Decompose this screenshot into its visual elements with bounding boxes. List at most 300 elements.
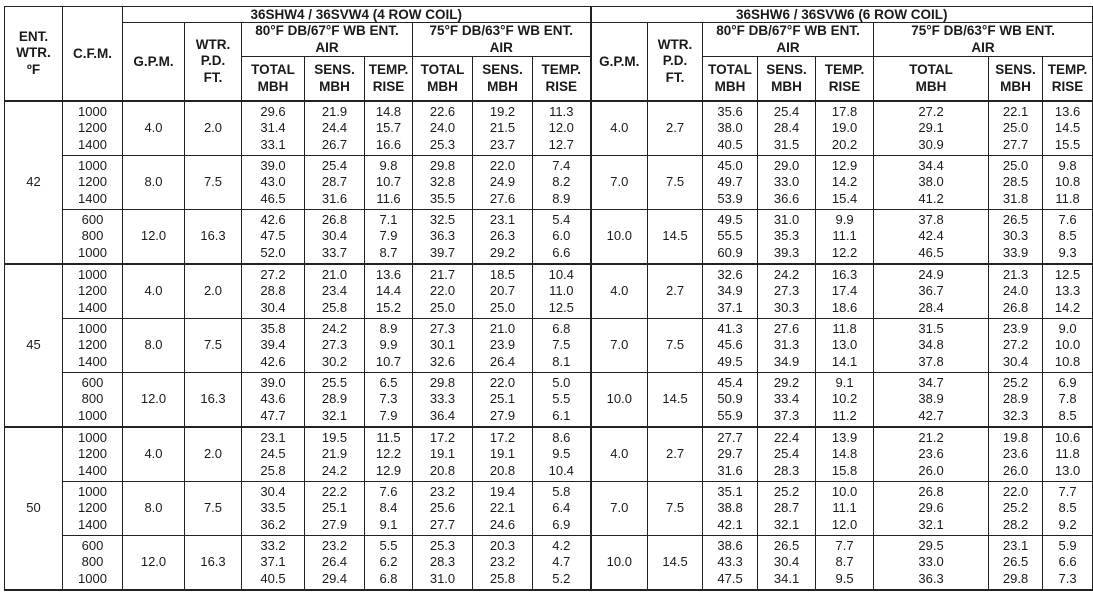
c6-t75-cell-value: 29.5 33.0 36.3 — [918, 537, 944, 586]
c4-gpm-cell — [123, 373, 185, 428]
c6-t80-cell — [703, 427, 758, 482]
c6-gpm-cell-value: 7.0 — [610, 174, 629, 190]
c6-t75-cell — [874, 536, 989, 591]
c6-wtr-pd-cell-value: 7.5 — [666, 500, 685, 516]
c6-s75-cell — [989, 482, 1043, 536]
c6-t80-cell — [703, 536, 758, 591]
c4-r80-cell-value: 13.6 14.4 15.2 — [375, 266, 402, 315]
c6-wtr-pd-cell-value: 7.5 — [666, 174, 685, 190]
c4-s80-cell-value: 24.2 27.3 30.2 — [321, 320, 348, 369]
c6-s80-cell — [758, 319, 816, 373]
c4-gpm-cell-value: 4.0 — [144, 283, 163, 299]
c4-wtr-pd-cell-value: 2.0 — [203, 120, 223, 136]
header-total-mbh: TOTAL MBH — [874, 57, 989, 102]
c6-s80-cell-value: 22.4 25.4 28.3 — [773, 429, 800, 478]
c6-t75-cell — [874, 427, 989, 482]
ent-water-temp-cell-value: 45 — [26, 337, 41, 353]
c6-t75-cell — [874, 264, 989, 319]
c4-wtr-pd-cell — [185, 427, 242, 482]
coil-4-row-title: 36SHW4 / 36SVW4 (4 ROW COIL) — [123, 7, 591, 23]
header-75f-condition-4row: 75°F DB/63°F WB ENT. AIR — [413, 23, 591, 57]
c4-gpm-cell-value: 12.0 — [140, 228, 167, 244]
c4-t75-cell-value: 21.7 22.0 25.0 — [429, 266, 456, 315]
header-cfm: C.F.M. — [63, 7, 123, 102]
table-header — [5, 7, 1093, 102]
cfm-cell-value: 1000 1200 1400 — [78, 320, 107, 369]
cfm-cell-value: 600 800 1000 — [78, 374, 107, 423]
c4-t75-cell — [413, 156, 473, 210]
c6-wtr-pd-cell-value: 7.5 — [666, 337, 685, 353]
c6-s80-cell-value: 27.6 31.3 34.9 — [773, 320, 800, 369]
c6-gpm-cell-value: 10.0 — [606, 228, 632, 244]
table-row — [5, 156, 1093, 210]
c4-s80-cell-value: 22.2 25.1 27.9 — [321, 483, 348, 532]
c4-s80-cell — [305, 101, 365, 156]
c6-s80-cell — [758, 373, 816, 428]
table-row — [5, 536, 1093, 591]
header-80f-condition-6row: 80°F DB/67°F WB ENT. AIR — [703, 23, 874, 57]
c4-t75-cell-value: 27.3 30.1 32.6 — [429, 320, 456, 369]
c6-t80-cell-value: 49.5 55.5 60.9 — [717, 211, 743, 260]
c6-s75-cell-value: 25.2 28.9 32.3 — [1002, 374, 1029, 423]
c6-t80-cell — [703, 210, 758, 265]
c6-r80-cell-value: 11.8 13.0 14.1 — [831, 320, 858, 369]
c6-t80-cell-value: 35.1 38.8 42.1 — [717, 483, 743, 532]
c4-gpm-cell — [123, 264, 185, 319]
ent-water-temp-cell — [5, 427, 63, 590]
c4-gpm-cell-value: 8.0 — [144, 174, 163, 190]
c4-t80-cell — [242, 156, 305, 210]
c4-gpm-cell — [123, 319, 185, 373]
c6-s80-cell-value: 25.4 28.4 31.5 — [773, 103, 800, 152]
c4-wtr-pd-cell-value: 16.3 — [200, 228, 226, 244]
c4-t75-cell-value: 29.8 33.3 36.4 — [429, 374, 456, 423]
c6-wtr-pd-cell-value: 2.7 — [666, 283, 685, 299]
c4-r80-cell-value: 8.9 9.9 10.7 — [375, 320, 402, 369]
c6-r75-cell-value: 5.9 6.6 7.3 — [1058, 537, 1077, 586]
c6-gpm-cell — [591, 536, 648, 591]
c6-r75-cell — [1043, 156, 1093, 210]
c4-t80-cell — [242, 536, 305, 591]
table-row — [5, 373, 1093, 428]
c6-s75-cell — [989, 319, 1043, 373]
c4-wtr-pd-cell-value: 16.3 — [200, 391, 226, 407]
c4-r80-cell-value: 9.8 10.7 11.6 — [375, 157, 402, 206]
c4-s75-cell — [473, 373, 533, 428]
c6-r75-cell — [1043, 536, 1093, 591]
c4-r75-cell — [533, 156, 591, 210]
c4-s75-cell — [473, 210, 533, 265]
header-total-mbh: TOTAL MBH — [242, 57, 305, 102]
c6-t80-cell-value: 35.6 38.0 40.5 — [717, 103, 743, 152]
c6-s80-cell-value: 31.0 35.3 39.3 — [773, 211, 800, 260]
c4-s75-cell — [473, 319, 533, 373]
header-temp-rise: TEMP. RISE — [365, 57, 413, 102]
c4-wtr-pd-cell-value: 16.3 — [200, 554, 226, 570]
c4-r75-cell — [533, 264, 591, 319]
c4-s80-cell — [305, 210, 365, 265]
c6-s80-cell — [758, 427, 816, 482]
c4-t80-cell — [242, 373, 305, 428]
c6-r80-cell-value: 12.9 14.2 15.4 — [831, 157, 858, 206]
header-total-mbh: TOTAL MBH — [413, 57, 473, 102]
header-sens-mbh: SENS. MBH — [758, 57, 816, 102]
c4-s75-cell-value: 23.1 26.3 29.2 — [489, 211, 516, 260]
header-80f-condition-4row: 80°F DB/67°F WB ENT. AIR — [242, 23, 413, 57]
c4-r80-cell — [365, 482, 413, 536]
c4-t80-cell — [242, 264, 305, 319]
c4-s80-cell-value: 21.9 24.4 26.7 — [321, 103, 348, 152]
c6-r80-cell — [816, 482, 874, 536]
c4-t80-cell-value: 33.2 37.1 40.5 — [260, 537, 286, 586]
c6-s75-cell — [989, 536, 1043, 591]
c4-t75-cell-value: 29.8 32.8 35.5 — [429, 157, 456, 206]
c6-s80-cell-value: 29.0 33.0 36.6 — [773, 157, 800, 206]
c6-s75-cell-value: 22.0 25.2 28.2 — [1002, 483, 1029, 532]
c6-r80-cell-value: 10.0 11.1 12.0 — [831, 483, 858, 532]
c4-t75-cell — [413, 373, 473, 428]
c4-r80-cell — [365, 373, 413, 428]
header-wtr-pd-4row: WTR. P.D. FT. — [185, 23, 242, 102]
c4-r75-cell — [533, 482, 591, 536]
c4-t80-cell — [242, 319, 305, 373]
c4-s80-cell-value: 26.8 30.4 33.7 — [321, 211, 348, 260]
c4-r80-cell — [365, 319, 413, 373]
c6-s75-cell-value: 25.0 28.5 31.8 — [1002, 157, 1029, 206]
c4-r80-cell — [365, 101, 413, 156]
cfm-cell — [63, 427, 123, 482]
c4-t75-cell — [413, 536, 473, 591]
c4-s80-cell-value: 25.5 28.9 32.1 — [321, 374, 348, 423]
c6-r75-cell-value: 12.5 13.3 14.2 — [1054, 266, 1081, 315]
header-gpm-4row: G.P.M. — [123, 23, 185, 102]
c6-wtr-pd-cell-value: 14.5 — [662, 391, 688, 407]
c4-r75-cell-value: 5.0 5.5 6.1 — [552, 374, 571, 423]
c6-wtr-pd-cell — [648, 264, 703, 319]
c6-wtr-pd-cell — [648, 101, 703, 156]
c6-t75-cell-value: 34.4 38.0 41.2 — [918, 157, 944, 206]
c4-t80-cell-value: 23.1 24.5 25.8 — [260, 429, 286, 478]
c4-t80-cell — [242, 101, 305, 156]
c4-wtr-pd-cell — [185, 373, 242, 428]
c4-t80-cell-value: 35.8 39.4 42.6 — [260, 320, 286, 369]
c6-r80-cell — [816, 210, 874, 265]
c4-s75-cell — [473, 156, 533, 210]
c6-r80-cell-value: 7.7 8.7 9.5 — [835, 537, 854, 586]
c4-wtr-pd-cell-value: 2.0 — [203, 283, 223, 299]
c4-gpm-cell-value: 8.0 — [144, 337, 163, 353]
cfm-cell-value: 600 800 1000 — [78, 211, 107, 260]
c6-s75-cell-value: 21.3 24.0 26.8 — [1002, 266, 1029, 315]
c6-t80-cell — [703, 264, 758, 319]
ent-water-temp-cell-value: 42 — [26, 174, 41, 190]
ent-water-temp-cell — [5, 264, 63, 427]
c4-wtr-pd-cell — [185, 210, 242, 265]
cfm-cell — [63, 101, 123, 156]
c6-t75-cell — [874, 156, 989, 210]
c6-r80-cell — [816, 373, 874, 428]
c6-r75-cell-value: 6.9 7.8 8.5 — [1058, 374, 1077, 423]
c6-s80-cell — [758, 482, 816, 536]
c6-t75-cell-value: 37.8 42.4 46.5 — [918, 211, 944, 260]
c4-s80-cell — [305, 427, 365, 482]
table-body — [5, 101, 1093, 590]
c4-s75-cell-value: 22.0 25.1 27.9 — [489, 374, 516, 423]
c6-s75-cell — [989, 210, 1043, 265]
c6-t80-cell-value: 45.0 49.7 53.9 — [717, 157, 743, 206]
c6-wtr-pd-cell-value: 2.7 — [666, 446, 685, 462]
c4-r75-cell-value: 5.4 6.0 6.6 — [552, 211, 571, 260]
header-temp-rise: TEMP. RISE — [1043, 57, 1093, 102]
c6-r75-cell — [1043, 264, 1093, 319]
c4-s80-cell — [305, 373, 365, 428]
c6-s80-cell-value: 24.2 27.3 30.3 — [773, 266, 800, 315]
c6-wtr-pd-cell — [648, 536, 703, 591]
table-row — [5, 101, 1093, 156]
c6-s75-cell-value: 22.1 25.0 27.7 — [1002, 103, 1029, 152]
c6-r80-cell — [816, 319, 874, 373]
c6-s80-cell — [758, 101, 816, 156]
c6-s80-cell-value: 26.5 30.4 34.1 — [773, 537, 800, 586]
c6-s75-cell-value: 26.5 30.3 33.9 — [1002, 211, 1029, 260]
c6-s75-cell — [989, 264, 1043, 319]
cfm-cell — [63, 482, 123, 536]
c4-t75-cell-value: 22.6 24.0 25.3 — [429, 103, 456, 152]
c6-wtr-pd-cell-value: 14.5 — [662, 554, 688, 570]
c6-s80-cell — [758, 210, 816, 265]
c4-gpm-cell-value: 4.0 — [144, 446, 163, 462]
c4-wtr-pd-cell — [185, 264, 242, 319]
c4-wtr-pd-cell — [185, 156, 242, 210]
header-temp-rise: TEMP. RISE — [816, 57, 874, 102]
c6-r75-cell — [1043, 482, 1093, 536]
c6-s75-cell-value: 19.8 23.6 26.0 — [1002, 429, 1029, 478]
c6-t75-cell-value: 21.2 23.6 26.0 — [918, 429, 944, 478]
c4-t80-cell — [242, 427, 305, 482]
c4-s75-cell-value: 19.2 21.5 23.7 — [489, 103, 516, 152]
c6-t75-cell — [874, 319, 989, 373]
c4-s75-cell-value: 19.4 22.1 24.6 — [489, 483, 516, 532]
c6-t80-cell — [703, 373, 758, 428]
c4-t75-cell — [413, 264, 473, 319]
cfm-cell-value: 1000 1200 1400 — [78, 429, 107, 478]
c4-s75-cell-value: 22.0 24.9 27.6 — [489, 157, 516, 206]
c6-s75-cell — [989, 101, 1043, 156]
cfm-cell-value: 1000 1200 1400 — [78, 157, 107, 206]
c4-s75-cell — [473, 536, 533, 591]
c6-t80-cell — [703, 101, 758, 156]
c6-t75-cell — [874, 210, 989, 265]
c6-wtr-pd-cell — [648, 156, 703, 210]
c6-gpm-cell — [591, 373, 648, 428]
c4-r80-cell-value: 14.8 15.7 16.6 — [375, 103, 402, 152]
c4-r80-cell — [365, 210, 413, 265]
table-row — [5, 482, 1093, 536]
ent-water-temp-cell — [5, 101, 63, 264]
cfm-cell-value: 600 800 1000 — [78, 537, 107, 586]
header-75f-condition-6row: 75°F DB/63°F WB ENT. AIR — [874, 23, 1093, 57]
c4-r75-cell-value: 10.4 11.0 12.5 — [548, 266, 574, 315]
ent-water-temp-cell-value: 50 — [26, 500, 41, 516]
c6-gpm-cell-value: 7.0 — [610, 500, 629, 516]
c6-s80-cell-value: 29.2 33.4 37.3 — [773, 374, 800, 423]
cfm-cell — [63, 373, 123, 428]
header-sens-mbh: SENS. MBH — [473, 57, 533, 102]
c6-r80-cell-value: 16.3 17.4 18.6 — [831, 266, 858, 315]
header-sens-mbh: SENS. MBH — [989, 57, 1043, 102]
c4-gpm-cell — [123, 536, 185, 591]
c6-wtr-pd-cell — [648, 427, 703, 482]
c4-t75-cell — [413, 427, 473, 482]
header-gpm-6row: G.P.M. — [591, 23, 648, 102]
c4-t80-cell — [242, 210, 305, 265]
c4-gpm-cell-value: 12.0 — [140, 391, 167, 407]
c4-t80-cell-value: 27.2 28.8 30.4 — [260, 266, 286, 315]
c4-r75-cell — [533, 319, 591, 373]
c6-t75-cell-value: 31.5 34.8 37.8 — [918, 320, 944, 369]
c6-r75-cell-value: 9.0 10.0 10.8 — [1054, 320, 1081, 369]
c4-t75-cell-value: 32.5 36.3 39.7 — [429, 211, 456, 260]
c6-s80-cell-value: 25.2 28.7 32.1 — [773, 483, 800, 532]
c4-wtr-pd-cell-value: 7.5 — [203, 337, 223, 353]
c6-t80-cell-value: 27.7 29.7 31.6 — [717, 429, 743, 478]
cfm-cell-value: 1000 1200 1400 — [78, 266, 107, 315]
c4-r80-cell — [365, 264, 413, 319]
c6-s75-cell — [989, 427, 1043, 482]
c6-gpm-cell — [591, 319, 648, 373]
c6-gpm-cell — [591, 210, 648, 265]
c6-r75-cell-value: 10.6 11.8 13.0 — [1054, 429, 1081, 478]
c4-gpm-cell-value: 4.0 — [144, 120, 163, 136]
c6-r75-cell — [1043, 427, 1093, 482]
c6-gpm-cell-value: 10.0 — [606, 554, 632, 570]
c6-wtr-pd-cell-value: 2.7 — [666, 120, 685, 136]
c4-gpm-cell — [123, 427, 185, 482]
c4-gpm-cell — [123, 156, 185, 210]
c4-s75-cell-value: 18.5 20.7 25.0 — [489, 266, 516, 315]
c4-wtr-pd-cell-value: 2.0 — [203, 446, 223, 462]
c6-wtr-pd-cell — [648, 373, 703, 428]
c6-gpm-cell-value: 10.0 — [606, 391, 632, 407]
c6-r80-cell — [816, 536, 874, 591]
c6-t80-cell — [703, 319, 758, 373]
c6-t80-cell-value: 41.3 45.6 49.5 — [717, 320, 743, 369]
c4-s80-cell — [305, 319, 365, 373]
c6-r75-cell — [1043, 210, 1093, 265]
c4-wtr-pd-cell-value: 7.5 — [203, 500, 223, 516]
c6-t75-cell — [874, 101, 989, 156]
c4-s80-cell-value: 19.5 21.9 24.2 — [321, 429, 348, 478]
c6-r75-cell — [1043, 101, 1093, 156]
c6-r75-cell-value: 7.7 8.5 9.2 — [1058, 483, 1077, 532]
c4-s80-cell-value: 23.2 26.4 29.4 — [321, 537, 348, 586]
c4-t80-cell-value: 39.0 43.0 46.5 — [260, 157, 286, 206]
c6-s75-cell — [989, 373, 1043, 428]
c4-gpm-cell — [123, 101, 185, 156]
c6-r75-cell-value: 13.6 14.5 15.5 — [1054, 103, 1081, 152]
c6-r75-cell — [1043, 373, 1093, 428]
c6-t75-cell — [874, 482, 989, 536]
c6-t80-cell-value: 45.4 50.9 55.9 — [717, 374, 743, 423]
c6-gpm-cell-value: 4.0 — [610, 446, 629, 462]
c6-t75-cell-value: 26.8 29.6 32.1 — [918, 483, 944, 532]
c4-s80-cell — [305, 482, 365, 536]
c4-t80-cell-value: 29.6 31.4 33.1 — [260, 103, 286, 152]
c4-s75-cell — [473, 101, 533, 156]
cfm-cell — [63, 536, 123, 591]
c4-r75-cell-value: 6.8 7.5 8.1 — [552, 320, 571, 369]
c4-s80-cell-value: 25.4 28.7 31.6 — [321, 157, 348, 206]
cfm-cell — [63, 319, 123, 373]
c6-gpm-cell — [591, 101, 648, 156]
c4-wtr-pd-cell — [185, 101, 242, 156]
c4-t80-cell-value: 30.4 33.5 36.2 — [260, 483, 286, 532]
c4-s75-cell-value: 20.3 23.2 25.8 — [489, 537, 516, 586]
c6-r80-cell-value: 17.8 19.0 20.2 — [831, 103, 858, 152]
c4-wtr-pd-cell — [185, 536, 242, 591]
c6-t80-cell-value: 38.6 43.3 47.5 — [717, 537, 743, 586]
c6-gpm-cell — [591, 156, 648, 210]
c6-wtr-pd-cell — [648, 210, 703, 265]
c6-t75-cell — [874, 373, 989, 428]
c4-t75-cell-value: 25.3 28.3 31.0 — [429, 537, 456, 586]
c4-gpm-cell — [123, 482, 185, 536]
c4-r75-cell-value: 11.3 12.0 12.7 — [548, 103, 574, 152]
cfm-cell — [63, 156, 123, 210]
c6-t80-cell — [703, 156, 758, 210]
c4-r80-cell-value: 5.5 6.2 6.8 — [379, 537, 398, 586]
c6-s80-cell — [758, 264, 816, 319]
c4-r80-cell-value: 11.5 12.2 12.9 — [375, 429, 402, 478]
c4-t75-cell — [413, 482, 473, 536]
c6-r80-cell-value: 9.1 10.2 11.2 — [831, 374, 858, 423]
performance-table-sheet — [4, 6, 1088, 596]
table-row — [5, 427, 1093, 482]
c6-wtr-pd-cell — [648, 482, 703, 536]
c6-r80-cell — [816, 264, 874, 319]
c4-gpm-cell-value: 8.0 — [144, 500, 163, 516]
c4-s80-cell — [305, 264, 365, 319]
table-row — [5, 264, 1093, 319]
c6-t75-cell-value: 27.2 29.1 30.9 — [918, 103, 944, 152]
coil-6-row-title: 36SHW6 / 36SVW6 (6 ROW COIL) — [591, 7, 1093, 23]
c4-t75-cell-value: 23.2 25.6 27.7 — [429, 483, 456, 532]
c4-r75-cell — [533, 101, 591, 156]
header-sens-mbh: SENS. MBH — [305, 57, 365, 102]
c6-wtr-pd-cell — [648, 319, 703, 373]
c4-r75-cell-value: 8.6 9.5 10.4 — [548, 429, 574, 478]
header-wtr-pd-6row: WTR. P.D. FT. — [648, 23, 703, 102]
header-ent-wtr: ENT. WTR. ºF — [5, 7, 63, 102]
c4-s75-cell — [473, 264, 533, 319]
c6-t75-cell-value: 24.9 36.7 28.4 — [918, 266, 944, 315]
c6-r80-cell — [816, 427, 874, 482]
c4-r75-cell — [533, 427, 591, 482]
c6-t75-cell-value: 34.7 38.9 42.7 — [918, 374, 944, 423]
c4-r75-cell-value: 5.8 6.4 6.9 — [552, 483, 571, 532]
c4-s75-cell — [473, 427, 533, 482]
c6-r75-cell — [1043, 319, 1093, 373]
c4-r80-cell-value: 7.6 8.4 9.1 — [379, 483, 398, 532]
c4-s80-cell — [305, 536, 365, 591]
table-row — [5, 210, 1093, 265]
c6-t80-cell-value: 32.6 34.9 37.1 — [717, 266, 743, 315]
c4-r80-cell-value: 7.1 7.9 8.7 — [379, 211, 398, 260]
cfm-cell-value: 1000 1200 1400 — [78, 103, 107, 152]
c4-r80-cell — [365, 427, 413, 482]
c4-s75-cell-value: 21.0 23.9 26.4 — [489, 320, 516, 369]
c6-t80-cell — [703, 482, 758, 536]
